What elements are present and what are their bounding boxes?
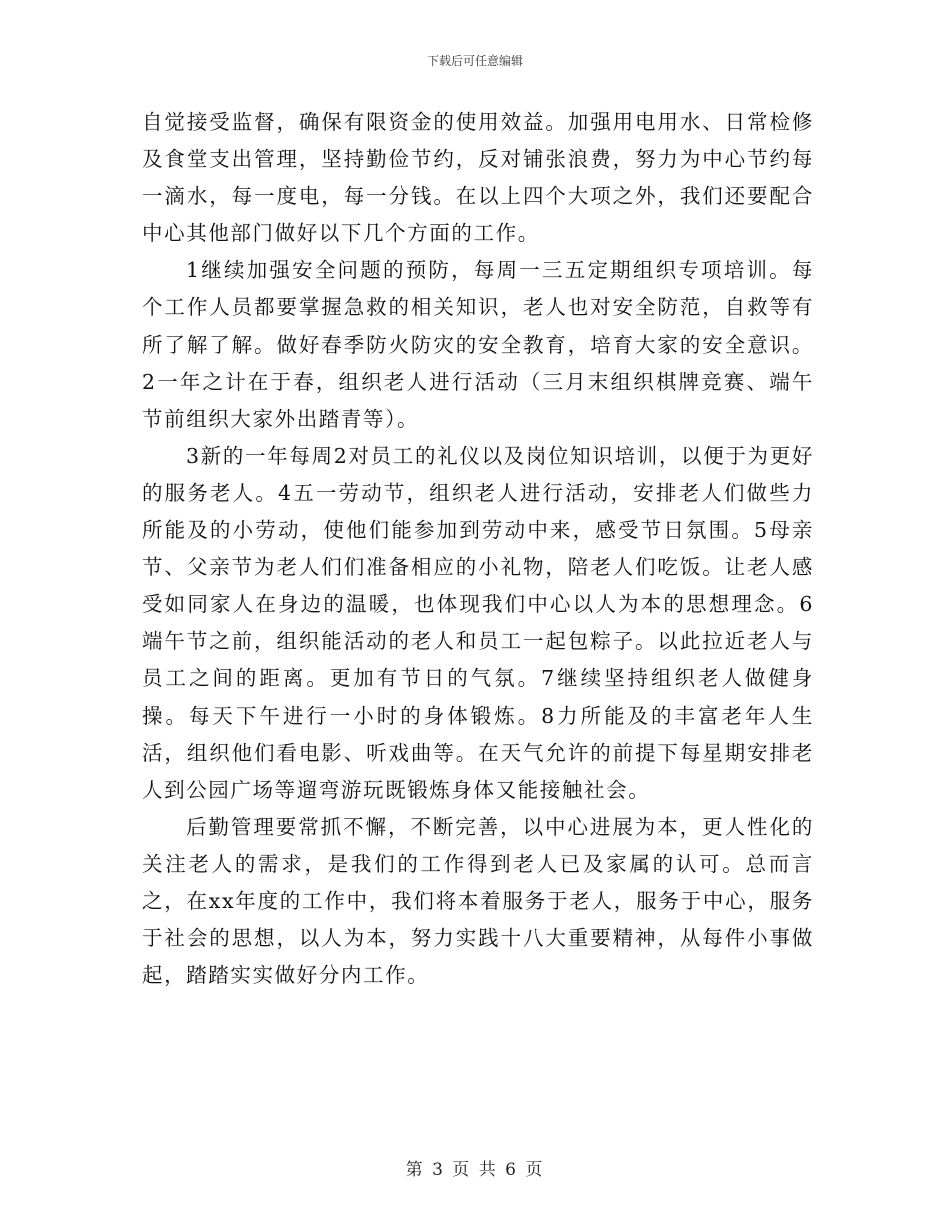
page-header-note: 下载后可任意编辑 (426, 54, 523, 68)
document-body (142, 104, 814, 994)
paragraph-4: 后勤管理要常抓不懈，不断完善，以中心进展为本，更人性化的关注老人的需求，是我们的工作得到老人已及家属的认可。总而言之，在xx年度的工作中，我们将本着服务于老人，服务于中心，服务于社会的思想，以人为本，努力实践十八大重要精神，从每件小事做起，踏踏实实做好分内工作。 (142, 814, 814, 988)
paragraph-3: 3新的一年每周2对员工的礼仪以及岗位知识培训，以便于为更好的服务老人。4五一劳动节，组织老人进行活动，安排老人们做些力所能及的小劳动，使他们能参加到劳动中来，感受节日氛围。5母亲节、父亲节为老人们们准备相应的小礼物，陪老人们吃饭。让老人感受如同家人在身边的温暖，也体现我们中心以人为本的思想理念。6端午节之前，组织能活动的老人和员工一起包粽子。以此拉近老人与员工之间的距离。更加有节日的气氛。7继续坚持组织老人做健身操。每天下午进行一小时的身体锻炼。8力所能及的丰富老年人生活，组织他们看电影、听戏曲等。在天气允许的前提下每星期安排老人到公园广场等遛弯游玩既锻炼身体又能接触社会。 (142, 443, 814, 802)
page-number-footer: 第 3 页 共 6 页 (405, 1160, 545, 1180)
paragraph-1: 自觉接受监督，确保有限资金的使用效益。加强用电用水、日常检修及食堂支出管理，坚持勤俭节约，反对铺张浪费，努力为中心节约每一滴水，每一度电，每一分钱。在以上四个大项之外，我们还要配合中心其他部门做好以下几个方面的工作。 (142, 110, 814, 246)
paragraph-2: 1继续加强安全问题的预防，每周一三五定期组织专项培训。每个工作人员都要掌握急救的相关知识，老人也对安全防范，自救等有所了解了解。做好春季防火防灾的安全教育，培育大家的安全意识。2一年之计在于春，组织老人进行活动（三月末组织棋牌竞赛、端午节前组织大家外出踏青等）。 (142, 258, 814, 431)
